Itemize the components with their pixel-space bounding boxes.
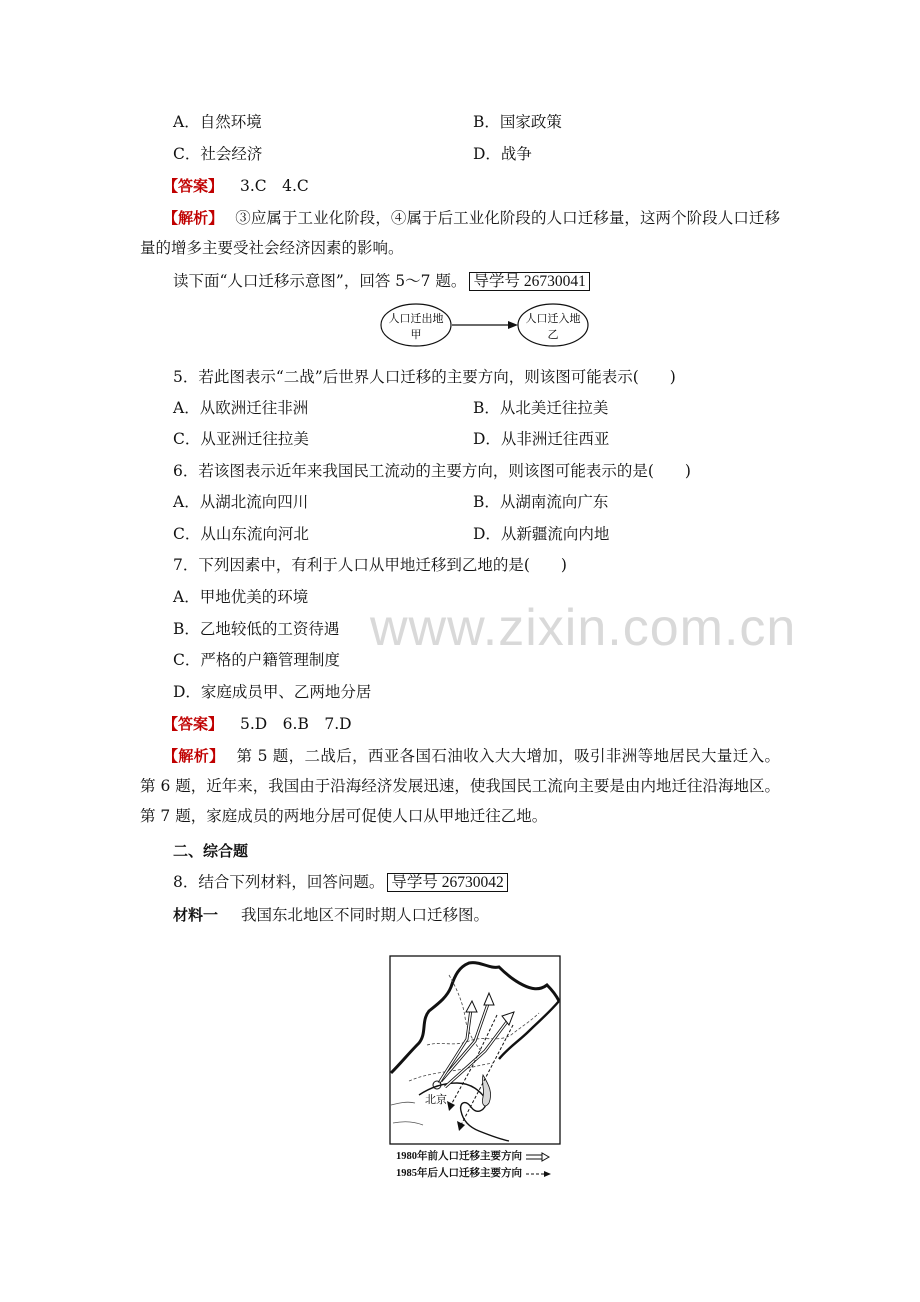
- dashed-arrow-icon: [525, 1169, 553, 1179]
- q6-stem: 6．若该图表示近年来我国民工流动的主要方向，则该图可能表示的是( ): [173, 462, 691, 480]
- northeast-migration-map: [389, 955, 561, 1145]
- q6-option-a: A．从湖北流向四川: [173, 493, 309, 511]
- hollow-arrow-icon: [525, 1152, 551, 1162]
- city-label-beijing: 北京: [425, 1093, 447, 1106]
- q6-option-b: B．从湖南流向广东: [473, 493, 609, 511]
- analysis-tag: 【解析】: [163, 747, 225, 765]
- q6-option-c: C．从山东流向河北: [173, 525, 309, 543]
- q4-option-c: C．社会经济: [173, 145, 263, 163]
- answer-block-1: [163, 175, 309, 197]
- q7-stem: 7．下列因素中，有利于人口从甲地迁移到乙地的是( ): [173, 556, 567, 574]
- q7-option-c: C．严格的户籍管理制度: [173, 651, 340, 669]
- answer-tag: 【答案】: [163, 177, 224, 195]
- q5-option-c: C．从亚洲迁往拉美: [173, 430, 309, 448]
- analysis-text: ③应属于工业化阶段，④属于后工业化阶段的人口迁移量，这两个阶段人口迁移量的增多主要受社会经济因素的影响。: [140, 209, 780, 257]
- guide-code-box: 导学号 26730041: [469, 272, 589, 291]
- q7-option-a: A．甲地优美的环境: [173, 588, 309, 606]
- migration-diagram: [380, 302, 590, 348]
- destination-name: 乙: [547, 328, 559, 341]
- material-label: 材料一: [173, 906, 219, 924]
- material-text: 我国东北地区不同时期人口迁移图。: [240, 906, 489, 924]
- map-frame: [390, 956, 560, 1144]
- analysis-block-1: [140, 203, 780, 263]
- analysis-text: 第 5 题，二战后，西亚各国石油收入大大增加，吸引非洲等地居民大量迁入。第 6 题，近年来，我国由于沿海经济发展迅速，使我国民工流向主要是由内地迁往沿海地区。第 7 题，家庭成员的两地分居可促使人口从甲地迁往乙地。: [140, 747, 780, 825]
- answer-text: 5.D 6.B 7.D: [239, 715, 352, 733]
- q5-stem: 5．若此图表示“二战”后世界人口迁移的主要方向，则该图可能表示( ): [173, 368, 676, 386]
- answer-text: 3.C 4.C: [239, 177, 309, 195]
- q7-option-b: B．乙地较低的工资待遇: [173, 620, 340, 638]
- q4-option-d: D．战争: [473, 145, 532, 163]
- q5-option-b: B．从北美迁往拉美: [473, 399, 609, 417]
- answer-block-2: [163, 713, 352, 735]
- watermark: www.zixin.com.cn: [370, 599, 797, 657]
- migration-arrow-head: [508, 321, 518, 329]
- analysis-block-2: [140, 741, 780, 831]
- legend-early: [396, 1148, 551, 1163]
- q8-stem: 8．结合下列材料，回答问题。: [173, 873, 385, 891]
- legend-late: [396, 1165, 553, 1180]
- q5-option-d: D．从非洲迁往西亚: [473, 430, 610, 448]
- legend-late-text: 1985年后人口迁移主要方向: [396, 1168, 522, 1179]
- q5-option-a: A．从欧洲迁往非洲: [173, 399, 309, 417]
- guide-code-box: 导学号 26730042: [387, 873, 507, 892]
- legend-early-text: 1980年前人口迁移主要方向: [396, 1151, 522, 1162]
- origin-label: 人口迁出地: [388, 312, 444, 325]
- read-prompt-text: 读下面“人口迁移示意图”，回答 5～7 题。: [173, 272, 467, 290]
- q7-option-d: D．家庭成员甲、乙两地分居: [173, 683, 372, 701]
- destination-label: 人口迁入地: [525, 312, 581, 325]
- q4-option-a: A．自然环境: [173, 113, 262, 131]
- material-line: [173, 904, 489, 926]
- answer-tag: 【答案】: [163, 715, 224, 733]
- q4-option-b: B．国家政策: [473, 113, 562, 131]
- q6-option-d: D．从新疆流向内地: [473, 525, 610, 543]
- analysis-tag: 【解析】: [163, 209, 224, 227]
- read-prompt: [173, 270, 590, 293]
- section-title: 二、综合题: [173, 842, 249, 860]
- q8-stem-line: [173, 871, 508, 894]
- origin-name: 甲: [410, 328, 422, 341]
